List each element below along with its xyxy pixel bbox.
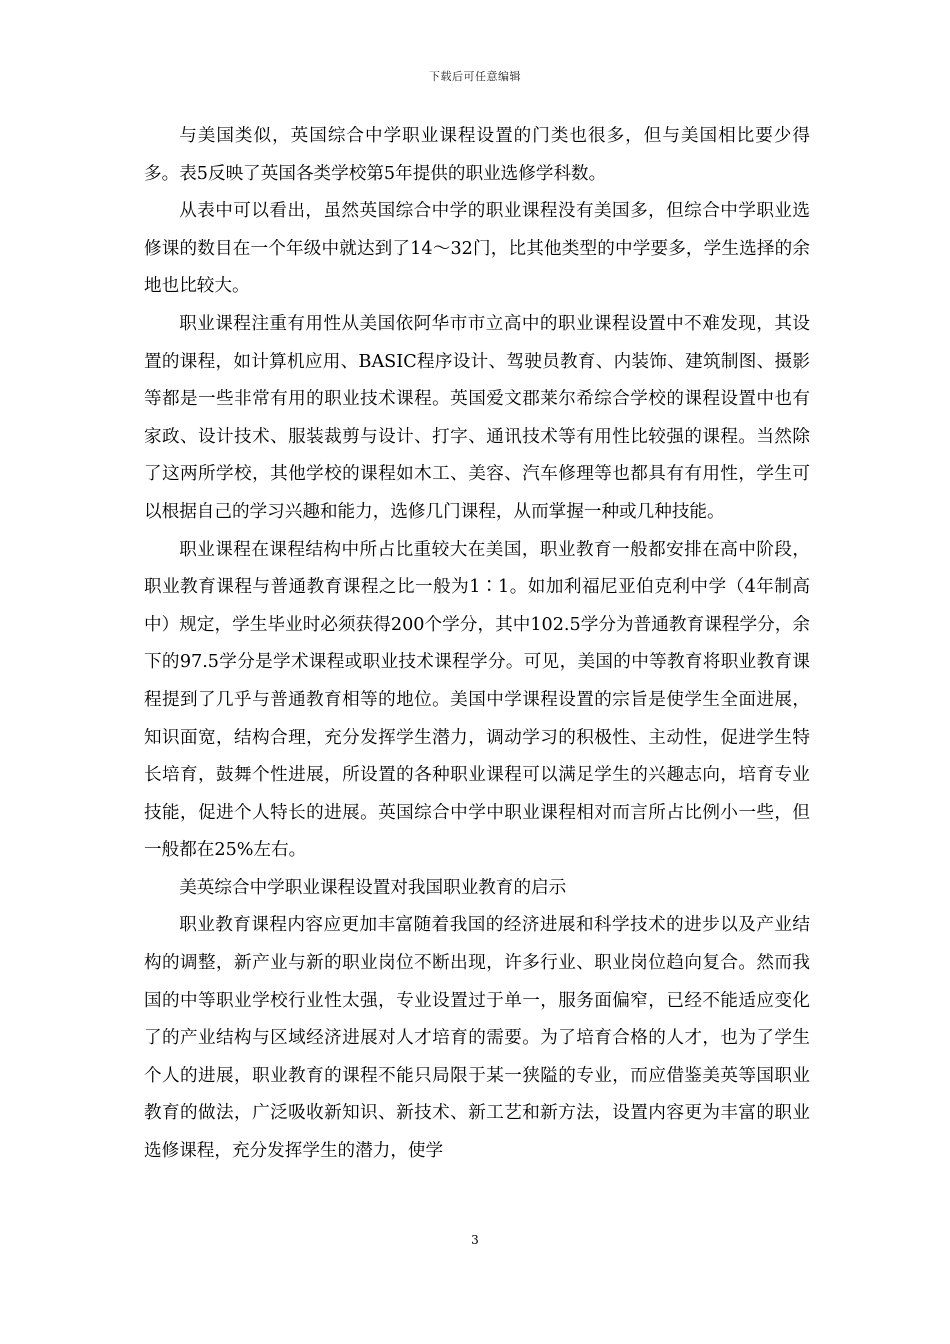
paragraph: 与美国类似，英国综合中学职业课程设置的门类也很多，但与美国相比要少得多。表5反映了英国各类学校第5年提供的职业选修学科数。 <box>144 126 810 184</box>
paragraph: 职业课程注重有用性从美国依阿华市市立高中的职业课程设置中不难发现，其设置的课程，如计算机应用、BASIC程序设计、驾驶员教育、内装饰、建筑制图、摄影等都是一些非常有用的职业技术课程。英国爱文郡莱尔希综合学校的课程设置中也有家政、设计技术、服装裁剪与设计、打字、通讯技术等有用性比较强的课程。当然除了这两所学校，其他学校的课程如木工、美容、汽车修理等也都具有有用性，学生可以根据自己的学习兴趣和能力，选修几门课程，从而掌握一种或几种技能。 <box>144 313 810 522</box>
paragraph: 职业教育课程内容应更加丰富随着我国的经济进展和科学技术的进步以及产业结构的调整，新产业与新的职业岗位不断出现，许多行业、职业岗位趋向复合。然而我国的中等职业学校行业性太强，专业设置过于单一，服务面偏窄，已经不能适应变化了的产业结构与区域经济进展对人才培育的需要。为了培育合格的人才，也为了学生个人的进展，职业教育的课程不能只局限于某一狭隘的专业，而应借鉴美英等国职业教育的做法，广泛吸收新知识、新技术、新工艺和新方法，设置内容更为丰富的职业选修课程，充分发挥学生的潜力，使学 <box>144 915 810 1162</box>
page-number: 3 <box>471 1233 479 1247</box>
page-header: 下载后可任意编辑 <box>429 70 521 83</box>
paragraph: 从表中可以看出，虽然英国综合中学的职业课程没有美国多，但综合中学职业选修课的数目在一个年级中就达到了14～32门，比其他类型的中学要多，学生选择的余地也比较大。 <box>144 201 810 297</box>
body-text <box>144 118 810 1171</box>
section-heading: 美英综合中学职业课程设置对我国职业教育的启示 <box>179 877 567 898</box>
paragraph: 职业课程在课程结构中所占比重较大在美国，职业教育一般都安排在高中阶段，职业教育课程与普通教育课程之比一般为1∶1。如加利福尼亚伯克利中学（4年制高中）规定，学生毕业时必须获得200个学分，其中102.5学分为普通教育课程学分，余下的97.5学分是学术课程或职业技术课程学分。可见，美国的中等教育将职业教育课程提到了几乎与普通教育相等的地位。美国中学课程设置的宗旨是使学生全面进展，知识面宽，结构合理，充分发挥学生潜力，调动学习的积极性、主动性，促进学生特长培育，鼓舞个性进展，所设置的各种职业课程可以满足学生的兴趣志向，培育专业技能，促进个人特长的进展。英国综合中学中职业课程相对而言所占比例小一些，但一般都在25%左右。 <box>144 539 810 861</box>
